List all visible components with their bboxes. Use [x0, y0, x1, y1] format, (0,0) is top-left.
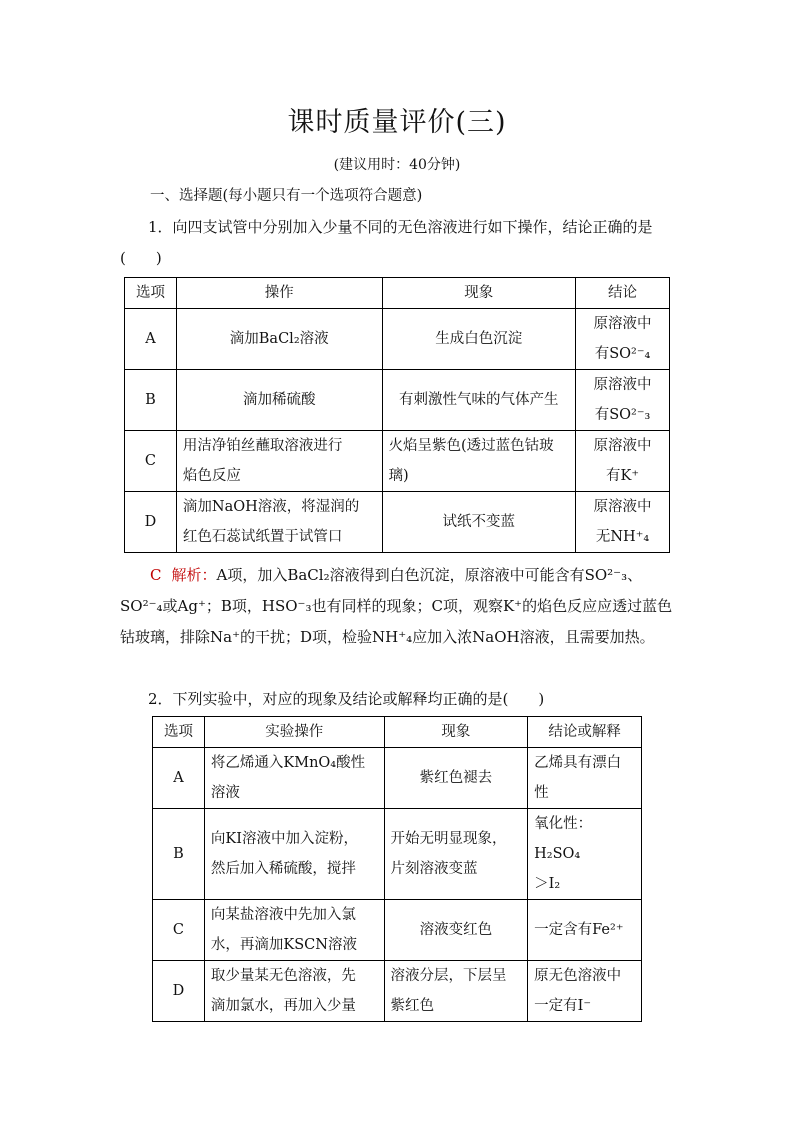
phenomenon-cell: 溶液变红色 — [384, 900, 528, 961]
option-cell: D — [125, 492, 177, 553]
table-row — [153, 900, 642, 961]
conclusion-cell: 一定含有Fe²⁺ — [528, 900, 642, 961]
table-row — [125, 431, 670, 492]
conclusion-cell: 乙烯具有漂白 性 — [528, 748, 642, 809]
table-row — [125, 309, 670, 370]
operation-cell: 向某盐溶液中先加入氯 水，再滴加KSCN溶液 — [204, 900, 384, 961]
phenomenon-cell: 开始无明显现象， 片刻溶液变蓝 — [384, 809, 528, 900]
answer-letter: C — [150, 566, 162, 584]
option-cell: C — [153, 900, 205, 961]
question-2-table — [152, 716, 642, 1022]
question-2-stem: 2．下列实验中，对应的现象及结论或解释均正确的是( ) — [148, 690, 545, 708]
header-phenomenon: 现象 — [382, 278, 576, 309]
header-phenomenon: 现象 — [384, 717, 528, 748]
phenomenon-cell: 试纸不变蓝 — [382, 492, 576, 553]
operation-cell: 将乙烯通入KMnO₄酸性 溶液 — [204, 748, 384, 809]
phenomenon-cell: 生成白色沉淀 — [382, 309, 576, 370]
phenomenon-cell: 火焰呈紫色(透过蓝色钴玻 璃) — [382, 431, 576, 492]
header-operation: 操作 — [176, 278, 382, 309]
phenomenon-cell: 紫红色褪去 — [384, 748, 528, 809]
answer-explanation: A项，加入BaCl₂溶液得到白色沉淀，原溶液中可能含有SO²⁻₃、SO²⁻₄或Ag⁺；B项，HSO⁻₃也有同样的现象；C项，观察K⁺的焰色反应应透过蓝色钴玻璃，排除Na⁺的干扰；D项，检验NH⁺₄应加入浓NaOH溶液，且需要加热。 — [120, 566, 673, 646]
operation-cell: 向KI溶液中加入淀粉， 然后加入稀硫酸，搅拌 — [204, 809, 384, 900]
table-row — [153, 748, 642, 809]
option-cell: A — [153, 748, 205, 809]
operation-cell: 滴加稀硫酸 — [176, 370, 382, 431]
section-heading: 一、选择题(每小题只有一个选项符合题意) — [150, 188, 423, 204]
header-operation: 实验操作 — [204, 717, 384, 748]
page-title: 课时质量评价(三) — [287, 107, 507, 138]
table-header-row — [153, 717, 642, 748]
operation-cell: 滴加BaCl₂溶液 — [176, 309, 382, 370]
option-cell: D — [153, 961, 205, 1022]
operation-cell: 滴加NaOH溶液，将湿润的 红色石蕊试纸置于试管口 — [176, 492, 382, 553]
question-1-table — [124, 277, 670, 553]
conclusion-cell: 原无色溶液中 一定有I⁻ — [528, 961, 642, 1022]
question-1-stem: 1．向四支试管中分别加入少量不同的无色溶液进行如下操作，结论正确的是( ) — [120, 218, 653, 267]
phenomenon-cell: 溶液分层，下层呈 紫红色 — [384, 961, 528, 1022]
option-cell: C — [125, 431, 177, 492]
conclusion-cell: 氧化性：H₂SO₄ ＞I₂ — [528, 809, 642, 900]
question-1-answer — [120, 560, 675, 653]
option-cell: B — [153, 809, 205, 900]
table-row — [153, 961, 642, 1022]
operation-cell: 用洁净铂丝蘸取溶液进行 焰色反应 — [176, 431, 382, 492]
suggested-time: (建议用时：40分钟) — [333, 157, 461, 173]
header-option: 选项 — [125, 278, 177, 309]
header-conclusion: 结论或解释 — [528, 717, 642, 748]
conclusion-cell: 原溶液中 有SO²⁻₄ — [576, 309, 670, 370]
table-row — [125, 370, 670, 431]
header-conclusion: 结论 — [576, 278, 670, 309]
conclusion-cell: 原溶液中 有K⁺ — [576, 431, 670, 492]
table-row — [125, 492, 670, 553]
operation-cell: 取少量某无色溶液，先 滴加氯水，再加入少量 — [204, 961, 384, 1022]
conclusion-cell: 原溶液中 无NH⁺₄ — [576, 492, 670, 553]
table-row — [153, 809, 642, 900]
phenomenon-cell: 有刺激性气味的气体产生 — [382, 370, 576, 431]
answer-label: 解析： — [171, 566, 217, 584]
conclusion-cell: 原溶液中 有SO²⁻₃ — [576, 370, 670, 431]
table-header-row — [125, 278, 670, 309]
option-cell: B — [125, 370, 177, 431]
header-option: 选项 — [153, 717, 205, 748]
option-cell: A — [125, 309, 177, 370]
